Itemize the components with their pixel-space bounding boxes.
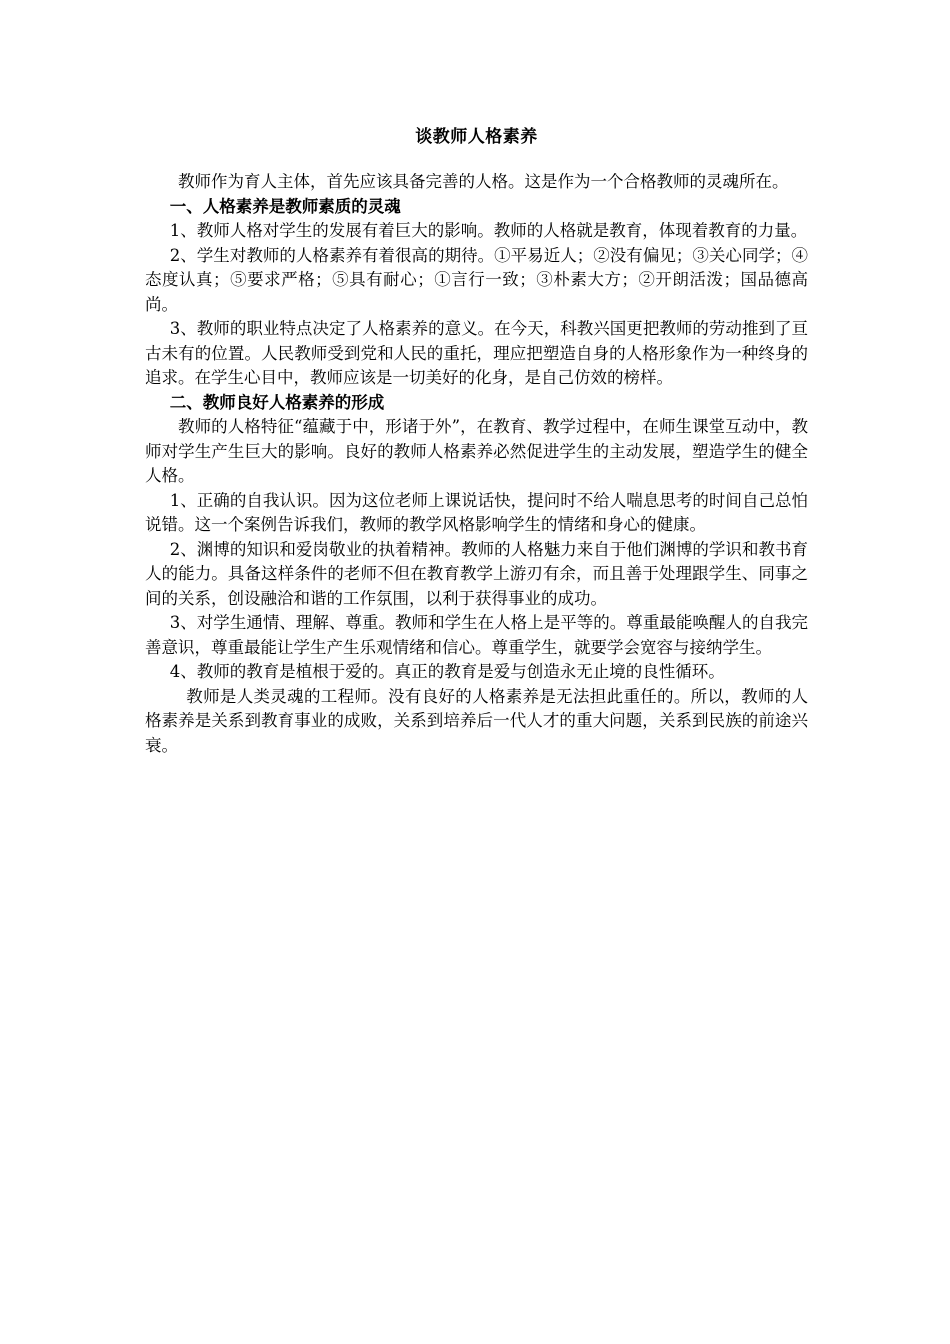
section-2-item-2: 2、渊博的知识和爱岗敬业的执着精神。教师的人格魅力来自于他们渊博的学识和教书育人的能力。具备这样条件的老师不但在教育教学上游刃有余，而且善于处理跟学生、同事之间的关系，创设融洽和谐的工作氛围，以利于获得事业的成功。 — [145, 539, 808, 608]
section-2-heading: 二、教师良好人格素养的形成 — [169, 392, 385, 412]
section-2-item-1: 1、正确的自我认识。因为这位老师上课说话快，提问时不给人喘息思考的时间自己总怕说错。这一个案例告诉我们，教师的教学风格影响学生的情绪和身心的健康。 — [145, 490, 808, 534]
intro-paragraph: 教师作为育人主体，首先应该具备完善的人格。这是作为一个合格教师的灵魂所在。 — [178, 172, 789, 191]
section-1-heading: 一、人格素养是教师素质的灵魂 — [169, 196, 401, 216]
document-page — [145, 124, 808, 758]
section-2-intro: 教师的人格特征“蕴藏于中，形诸于外”，在教育、教学过程中，在师生课堂互动中，教师对学生产生巨大的影响。良好的教师人格素养必然促进学生的主动发展，塑造学生的健全人格。 — [145, 417, 808, 485]
document-title: 谈教师人格素养 — [415, 127, 538, 147]
section-1-item-3: 3、教师的职业特点决定了人格素养的意义。在今天，科教兴国更把教师的劳动推到了亘古未有的位置。人民教师受到党和人民的重托，理应把塑造自身的人格形象作为一种终身的追求。在学生心目中，教师应该是一切美好的化身，是自己仿效的榜样。 — [145, 319, 808, 387]
section-1-item-1: 1、教师人格对学生的发展有着巨大的影响。教师的人格就是教育，体现着教育的力量。 — [169, 221, 808, 240]
conclusion-paragraph: 教师是人类灵魂的工程师。没有良好的人格素养是无法担此重任的。所以，教师的人格素养是关系到教育事业的成败，关系到培养后一代人才的重大问题，关系到民族的前途兴衰。 — [145, 686, 808, 755]
section-2-item-4: 4、教师的教育是植根于爱的。真正的教育是爱与创造永无止境的良性循环。 — [169, 662, 725, 681]
section-1-item-2: 2、学生对教师的人格素养有着很高的期待。①平易近人；②没有偏见；③关心同学；④态度认真；⑤要求严格；⑤具有耐心；①言行一致；③朴素大方；②开朗活泼；国品德高尚。 — [145, 245, 808, 314]
section-2-item-3: 3、对学生通情、理解、尊重。教师和学生在人格上是平等的。尊重最能唤醒人的自我完善意识，尊重最能让学生产生乐观情绪和信心。尊重学生，就要学会宽容与接纳学生。 — [145, 613, 808, 657]
